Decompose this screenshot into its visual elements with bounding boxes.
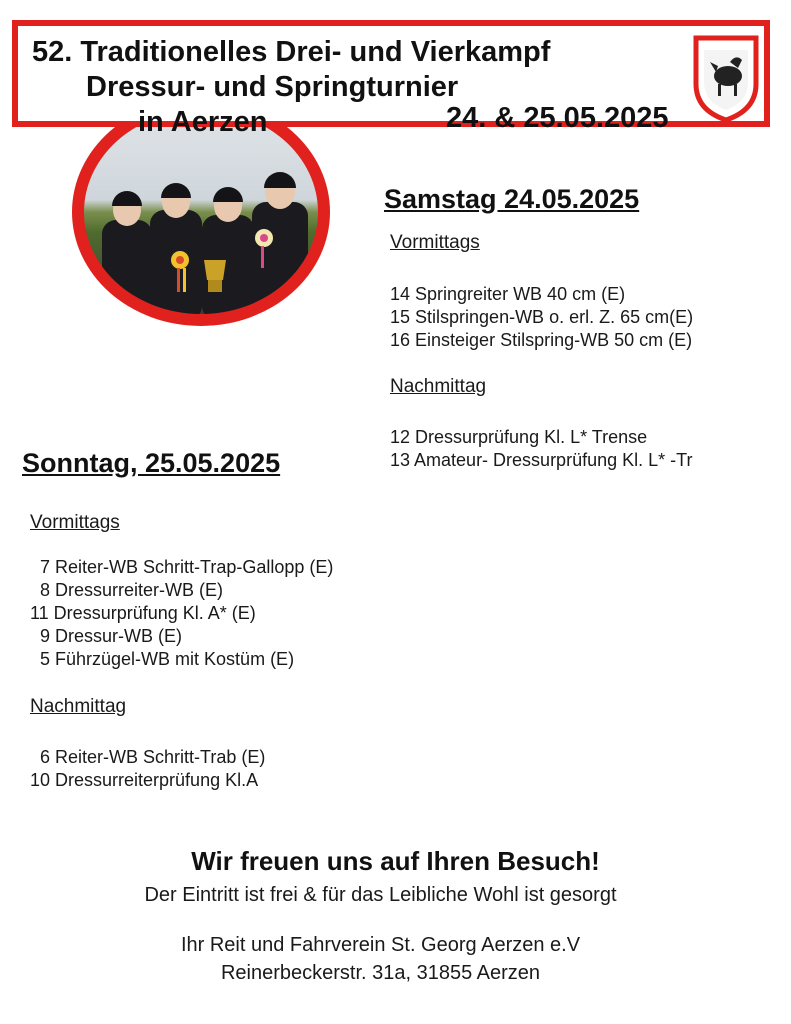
header-date: 24. & 25.05.2025 xyxy=(446,102,669,134)
list-item: 13 Amateur- Dressurprüfung Kl. L* -Tr xyxy=(390,450,693,470)
club-address: Reinerbeckerstr. 31a, 31855 Aerzen xyxy=(220,962,541,984)
list-item: 8 Dressurreiter-WB (E) xyxy=(30,580,224,600)
header-banner xyxy=(12,20,770,138)
list-item: 9 Dressur-WB (E) xyxy=(30,626,183,646)
list-item: 10 Dressurreiterprüfung Kl.A xyxy=(30,770,259,790)
saturday-afternoon-label: Nachmittag xyxy=(390,376,487,397)
list-item: 12 Dressurprüfung Kl. L* Trense xyxy=(390,427,648,447)
list-item: 14 Springreiter WB 40 cm (E) xyxy=(390,284,626,304)
sunday-heading: Sonntag, 25.05.2025 xyxy=(22,448,281,478)
saturday-morning-list xyxy=(390,283,693,352)
club-name: Ihr Reit und Fahrverein St. Georg Aerzen e.V xyxy=(180,934,581,956)
list-item: 6 Reiter-WB Schritt-Trab (E) xyxy=(30,747,266,767)
entry-info: Der Eintritt ist frei & für das Leibliche Wohl ist gesorgt xyxy=(144,884,617,906)
sunday-morning-list xyxy=(30,556,333,671)
saturday-afternoon-list xyxy=(390,426,692,472)
club-crest-icon xyxy=(690,32,762,124)
saturday-morning-label: Vormittags xyxy=(390,232,480,253)
header-title-line1 xyxy=(32,36,550,69)
list-item: 11 Dressurprüfung Kl. A* (E) xyxy=(30,603,256,623)
edition-number: 52 xyxy=(32,36,65,68)
list-item: 7 Reiter-WB Schritt-Trap-Gallopp (E) xyxy=(30,557,334,577)
list-item: 16 Einsteiger Stilspring-WB 50 cm (E) xyxy=(390,330,693,350)
sunday-afternoon-list xyxy=(30,746,265,792)
title-text: . Traditionelles Drei- und Vierkampf xyxy=(64,36,551,68)
header-location: in Aerzen xyxy=(138,106,268,138)
list-item: 15 Stilspringen-WB o. erl. Z. 65 cm(E) xyxy=(390,307,694,327)
list-item: 5 Führzügel-WB mit Kostüm (E) xyxy=(30,649,295,669)
saturday-heading: Samstag 24.05.2025 xyxy=(384,184,640,214)
sunday-afternoon-label: Nachmittag xyxy=(30,696,127,717)
welcome-message: Wir freuen uns auf Ihren Besuch! xyxy=(191,846,600,876)
sunday-morning-label: Vormittags xyxy=(30,512,120,533)
header-title-line2: Dressur- und Springturnier xyxy=(86,71,459,103)
riders-photo-illustration xyxy=(84,110,318,314)
